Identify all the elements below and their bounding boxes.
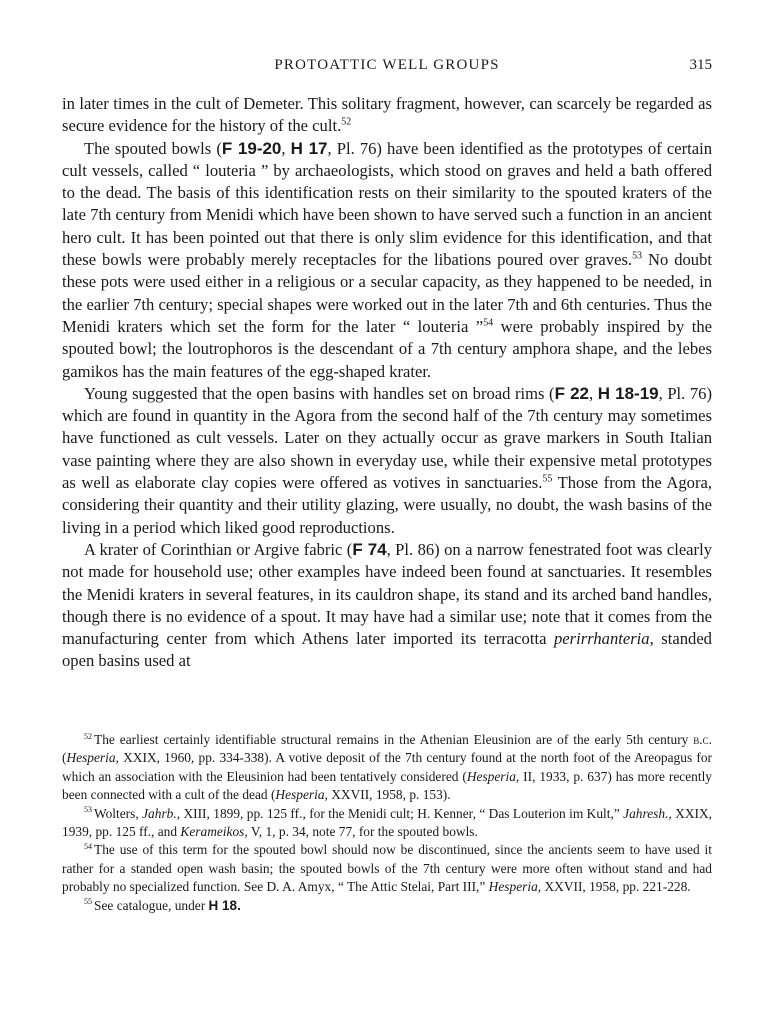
text-run: XXVII, 1958, pp. 221-228. (541, 879, 691, 895)
journal-title: Hesperia, (466, 768, 520, 784)
main-text (62, 93, 712, 673)
paragraph-1 (62, 93, 712, 138)
paragraph-4 (62, 539, 712, 673)
page-header (62, 57, 712, 79)
text-run: II, 1933, p. 637) has more recently been connected with a cult of the dead ( (62, 768, 712, 803)
journal-title: Hesperia, (488, 879, 542, 895)
journal-title: Hesperia, (66, 750, 119, 766)
journal-title: Jahresh., (623, 805, 672, 821)
text-run: , Pl. 86) on a narrow fenestrated foot was clearly not made for household use; other examples have indeed been found at sanctuaries. It resembles the Menidi kraters in several features, in its cauldron shape, its stand and its arched band handles, though there is no evidence of a spout. It may have had a similar use; note that it comes from the manufacturing center from which Athens later imported its terracotta (62, 539, 712, 649)
text-run: XXIX, 1939, pp. 125 ff., and (62, 805, 712, 840)
footnote-55 (62, 897, 712, 915)
text-run: were probably inspired by the spouted bowl; the loutrophoros is the descendant of a 7th century amphora shape, and the lebes gamikos has the main features of the egg-shaped krater. (62, 316, 712, 381)
journal-title: Jahrb., (142, 805, 181, 821)
catalogue-ref: F 19-20 (221, 138, 282, 158)
journal-title: Hesperia, (275, 787, 328, 803)
text-run: XIII, 1899, pp. 125 ff., for the Menidi cult; H. Kenner, “ Das Louterion im Kult,” (180, 805, 624, 821)
footnotes (62, 731, 712, 915)
catalogue-ref: H 18. (208, 897, 241, 913)
paragraph-3 (62, 383, 712, 539)
text-run: in later times in the cult of Demeter. This solitary fragment, however, can scarcely be regarded as secure evidence for the history of the cult. (62, 94, 712, 136)
text-run: Those from the Agora, considering their quantity and their utility glazing, were usually, no doubt, the wash basins of the living in a period which liked good reproductions. (62, 473, 712, 537)
text-run: XXVII, 1958, p. 153). (327, 787, 451, 803)
text-run: , Pl. 76) which are found in quantity in the Agora from the second half of the 7th century may sometimes have functioned as cult vessels. Later on they actually occur as grave markers in South Italian vase painting where they are also shown in everyday use, while their expensive metal prototypes as well as elaborate clay copies were offered as votives in sanctuaries. (62, 383, 712, 493)
text-run: Wolters, (94, 805, 143, 821)
text-run: ( (62, 750, 67, 766)
small-caps-text: b.c. (693, 732, 712, 747)
text-run: , Pl. 76) have been identified as the prototypes of certain cult vessels, called “ louteria ” by archaeologists, which stood on graves and held a bath offered to the dead. The basis of this identification rests on their similarity to the spouted kraters of the late 7th century from Menidi which have been shown to have served such a function in an ancient hero cult. It has been pointed out that there is only slim evidence for this identification, and that these bowls were probably merely receptacles for the libations poured over graves. (62, 138, 712, 270)
footnote-number: 54 (84, 841, 93, 851)
italic-term: perirrhanteria (554, 629, 650, 649)
footnote-53 (62, 805, 712, 842)
text-run: , (281, 138, 291, 158)
running-title: PROTOATTIC WELL GROUPS (274, 57, 500, 73)
footnote-number: 55 (84, 897, 93, 907)
footnote-52 (62, 731, 712, 805)
footnote-number: 52 (84, 731, 93, 741)
text-run: See catalogue, under (94, 897, 209, 913)
text-run: , standed open basins used at (62, 629, 712, 671)
journal-title: Kerameikos, (180, 824, 248, 840)
footnote-ref-55[interactable]: 55 (542, 473, 553, 485)
text-run: , (589, 383, 598, 403)
footnote-ref-53[interactable]: 53 (632, 250, 643, 262)
footnote-number: 53 (84, 805, 93, 815)
text-run: Young suggested that the open basins with handles set on broad rims ( (84, 383, 555, 403)
catalogue-ref: H 18-19 (597, 383, 659, 403)
text-run: A krater of Corinthian or Argive fabric ( (84, 539, 353, 559)
text-run: No doubt these pots were used either in a religious or a secular capacity, as they happened to be needed, in the earlier 7th century; special shapes were worked out in the later 7th and 6th centuries. Thus the Menidi kraters which set the form for the later “ louteria ” (62, 250, 713, 336)
text-run: V, 1, p. 34, note 77, for the spouted bowls. (247, 824, 478, 840)
footnote-54 (62, 841, 712, 896)
paragraph-2 (62, 138, 712, 383)
text-run: The use of this term for the spouted bowl should now be discontinued, since the ancients seem to have used it rather for a standed open wash basin; the spouted bowls of the 7th century were more often without stand and had probably no specialized function. See D. A. Amyx, “ The Attic Stelai, Part III,” (62, 842, 712, 895)
footnote-ref-54[interactable]: 54 (483, 317, 494, 329)
catalogue-ref: F 74 (352, 539, 387, 559)
footnote-ref-52[interactable]: 52 (341, 116, 352, 128)
text-run: The spouted bowls ( (84, 138, 222, 158)
catalogue-ref: H 17 (290, 138, 328, 158)
text-run: The earliest certainly identifiable structural remains in the Athenian Eleusinion are of the early 5th century (94, 732, 694, 747)
catalogue-ref: F 22 (554, 383, 590, 403)
text-run: XXIX, 1960, pp. 334-338). A votive deposit of the 7th century found at the north foot of the Areopagus for which an association with the Eleusinion had been tentatively considered ( (62, 750, 712, 784)
page-number: 315 (689, 57, 712, 73)
